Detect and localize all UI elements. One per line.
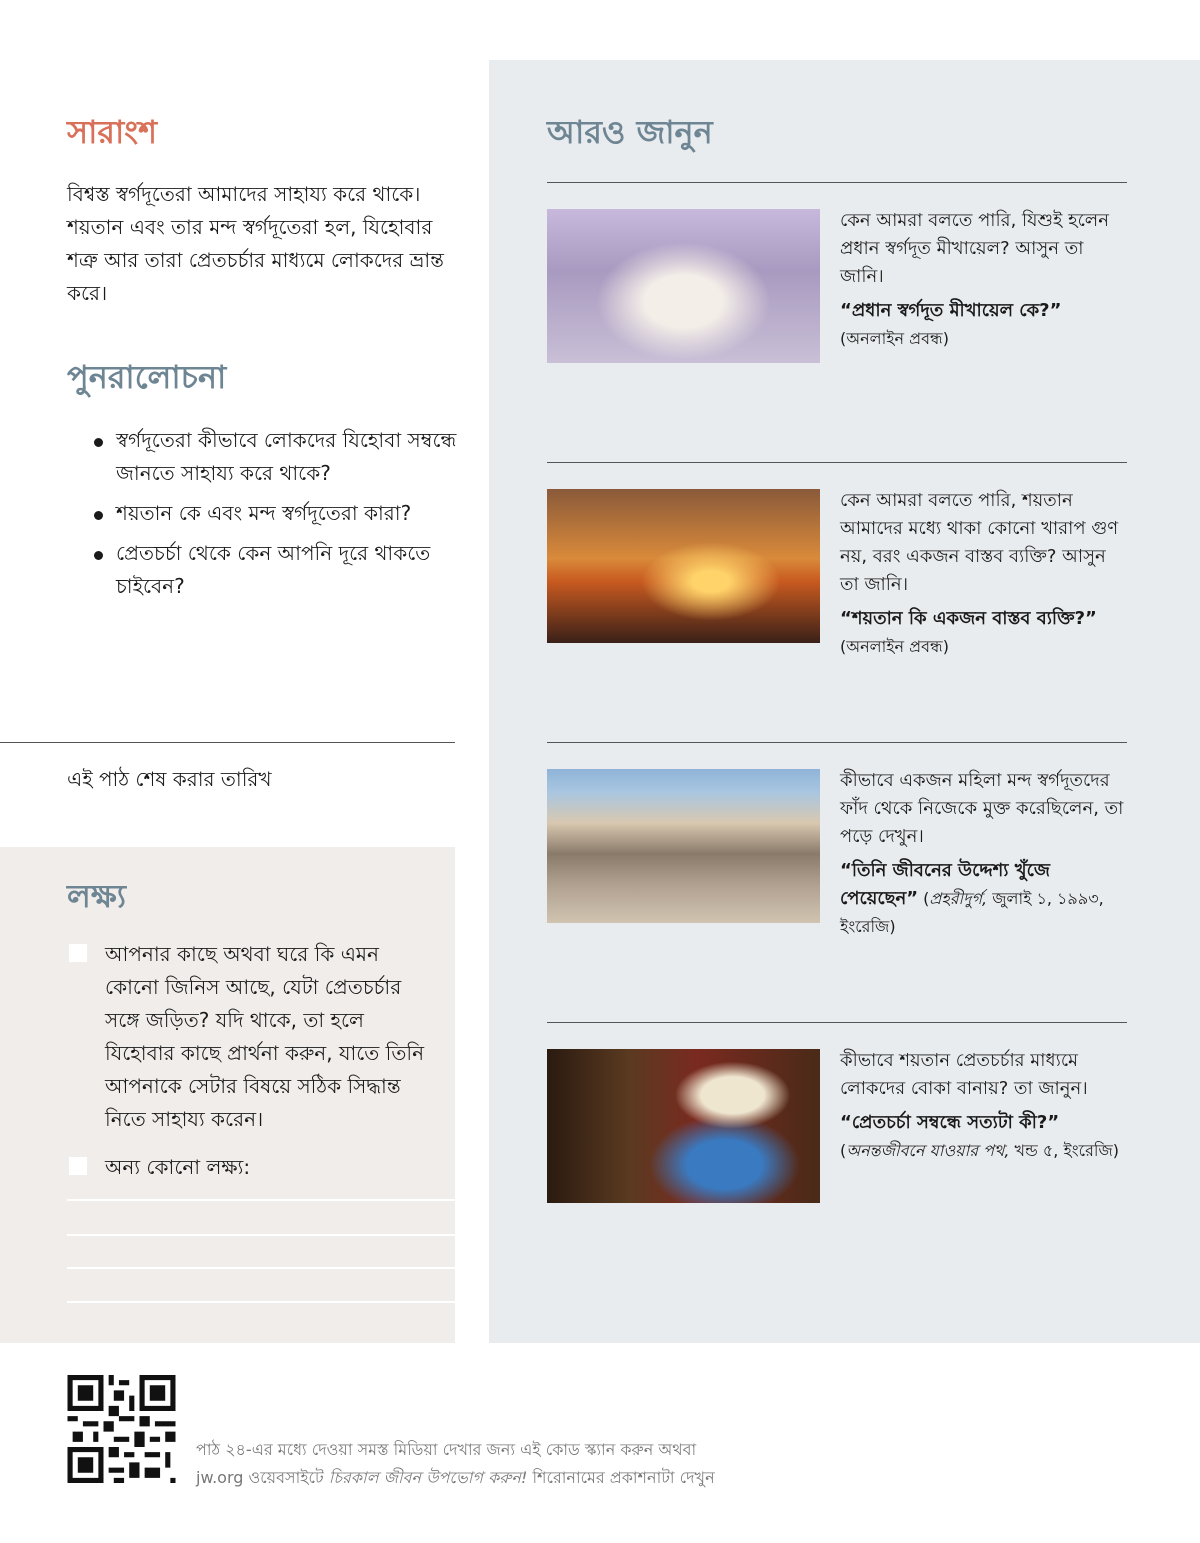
spiritism-image (547, 1049, 820, 1203)
write-line[interactable] (67, 1301, 455, 1303)
card-description: কীভাবে একজন মহিলা মন্দ স্বর্গদূতদের ফাঁদ থেকে নিজেকে মুক্ত করেছিলেন, তা পড়ে দেখুন। (840, 770, 1124, 847)
review-question: শয়তান কে এবং মন্দ স্বর্গদূতেরা কারা? (90, 497, 460, 530)
footer-line-2-end: শিরোনামের প্রকাশনাটা দেখুন (527, 1468, 715, 1487)
card-title-link[interactable]: “শয়তান কি একজন বাস্তব ব্যক্তি?” (840, 608, 1097, 629)
divider (547, 182, 1127, 183)
footer-site: jw.org ওয়েবসাইটে (196, 1468, 329, 1487)
goal-item (67, 1151, 437, 1184)
card-source-publication: অনন্তজীবনে যাওয়ার পথ, (846, 1141, 1010, 1160)
footer-line-1: পাঠ ২৪-এর মধ্যে দেওয়া সমস্ত মিডিয়া দেখার জন্য এই কোড স্ক্যান করুন অথবা (196, 1440, 697, 1459)
card-description: কেন আমরা বলতে পারি, যিশুই হলেন প্রধান স্বর্গদূত মীখায়েল? আসুন তা জানি। (840, 210, 1109, 287)
goals-heading: লক্ষ্য (67, 877, 127, 915)
construction-crowd-image (547, 769, 820, 923)
divider (547, 1022, 1127, 1023)
goal-checkbox[interactable] (69, 944, 87, 962)
learn-more-card (840, 1047, 1130, 1165)
footer-publication: চিরকাল জীবন উপভোগ করুন! (328, 1468, 528, 1487)
card-title-link[interactable]: “প্রধান স্বর্গদূত মীখায়েল কে?” (840, 300, 1062, 321)
review-heading: পুনরালোচনা (67, 358, 227, 396)
card-source: খন্ড ৫, ইংরেজি) (1009, 1141, 1120, 1160)
write-line[interactable] (67, 1199, 455, 1201)
goal-text: আপনার কাছে অথবা ঘরে কি এমন কোনো জিনিস আছে, যেটা প্রেতচর্চার সঙ্গে জড়িত? যদি থাকে, তা হলে যিহোবার কাছে প্রার্থনা করুন, যাতে তিনি আপনাকে সেটার বিষয়ে সঠিক সিদ্ধান্ত নিতে সাহায্য করেন। (105, 942, 425, 1131)
divider (547, 462, 1127, 463)
learn-more-card (840, 207, 1130, 353)
review-question: প্রেতচর্চা থেকে কেন আপনি দূরে থাকতে চাইবেন? (90, 537, 460, 603)
card-description: কেন আমরা বলতে পারি, শয়তান আমাদের মধ্যে থাকা কোনো খারাপ গুণ নয়, বরং একজন বাস্তব ব্যক্তি? আসুন তা জানি। (840, 490, 1119, 595)
card-title-source (840, 857, 1130, 941)
review-question: স্বর্গদূতেরা কীভাবে লোকদের যিহোবা সম্বন্ধে জানতে সাহায্য করে থাকে? (90, 424, 460, 490)
jesus-and-satan-image (547, 489, 820, 643)
card-title-link[interactable]: “প্রেতচর্চা সম্বন্ধে সত্যটা কী?” (840, 1112, 1060, 1133)
card-source-publication: প্রহরীদুর্গ, (929, 889, 988, 908)
goal-item (67, 938, 437, 1136)
card-source: (অনলাইন প্রবন্ধ) (840, 329, 949, 348)
write-line[interactable] (67, 1267, 455, 1269)
card-source-paren: ( (918, 889, 930, 908)
archangel-michael-image (547, 209, 820, 363)
card-description: কীভাবে শয়তান প্রেতচর্চার মাধ্যমে লোকদের বোকা বানায়? তা জানুন। (840, 1050, 1088, 1099)
goal-text: অন্য কোনো লক্ষ্য: (105, 1155, 251, 1179)
divider (547, 742, 1127, 743)
summary-heading: সারাংশ (67, 113, 158, 151)
divider (0, 742, 455, 743)
learn-more-card (840, 487, 1130, 661)
review-list (90, 424, 460, 610)
goals-section (0, 847, 455, 1343)
qr-code-icon[interactable] (67, 1375, 176, 1483)
card-source: (অনলাইন প্রবন্ধ) (840, 637, 949, 656)
summary-text: বিশ্বস্ত স্বর্গদূতেরা আমাদের সাহায্য করে থাকে। শয়তান এবং তার মন্দ স্বর্গদূতেরা হল, যিহোবার শত্রু আর তারা প্রেতচর্চার মাধ্যমে লোকদের ভ্রান্ত করে। (67, 182, 444, 305)
learn-more-heading: আরও জানুন (547, 113, 713, 151)
card-title-link[interactable]: “তিনি জীবনের উদ্দেশ্য খুঁজে পেয়েছেন” (840, 860, 1050, 909)
card-source-paren: ( (840, 1141, 847, 1160)
write-line[interactable] (67, 1234, 455, 1236)
footer-note (196, 1436, 836, 1492)
card-source: জুলাই ১, ১৯৯৩, ইংরেজি) (840, 889, 1104, 936)
learn-more-card (840, 767, 1130, 941)
completion-date-label: এই পাঠ শেষ করার তারিখ (67, 767, 272, 791)
goal-checkbox[interactable] (69, 1157, 87, 1175)
